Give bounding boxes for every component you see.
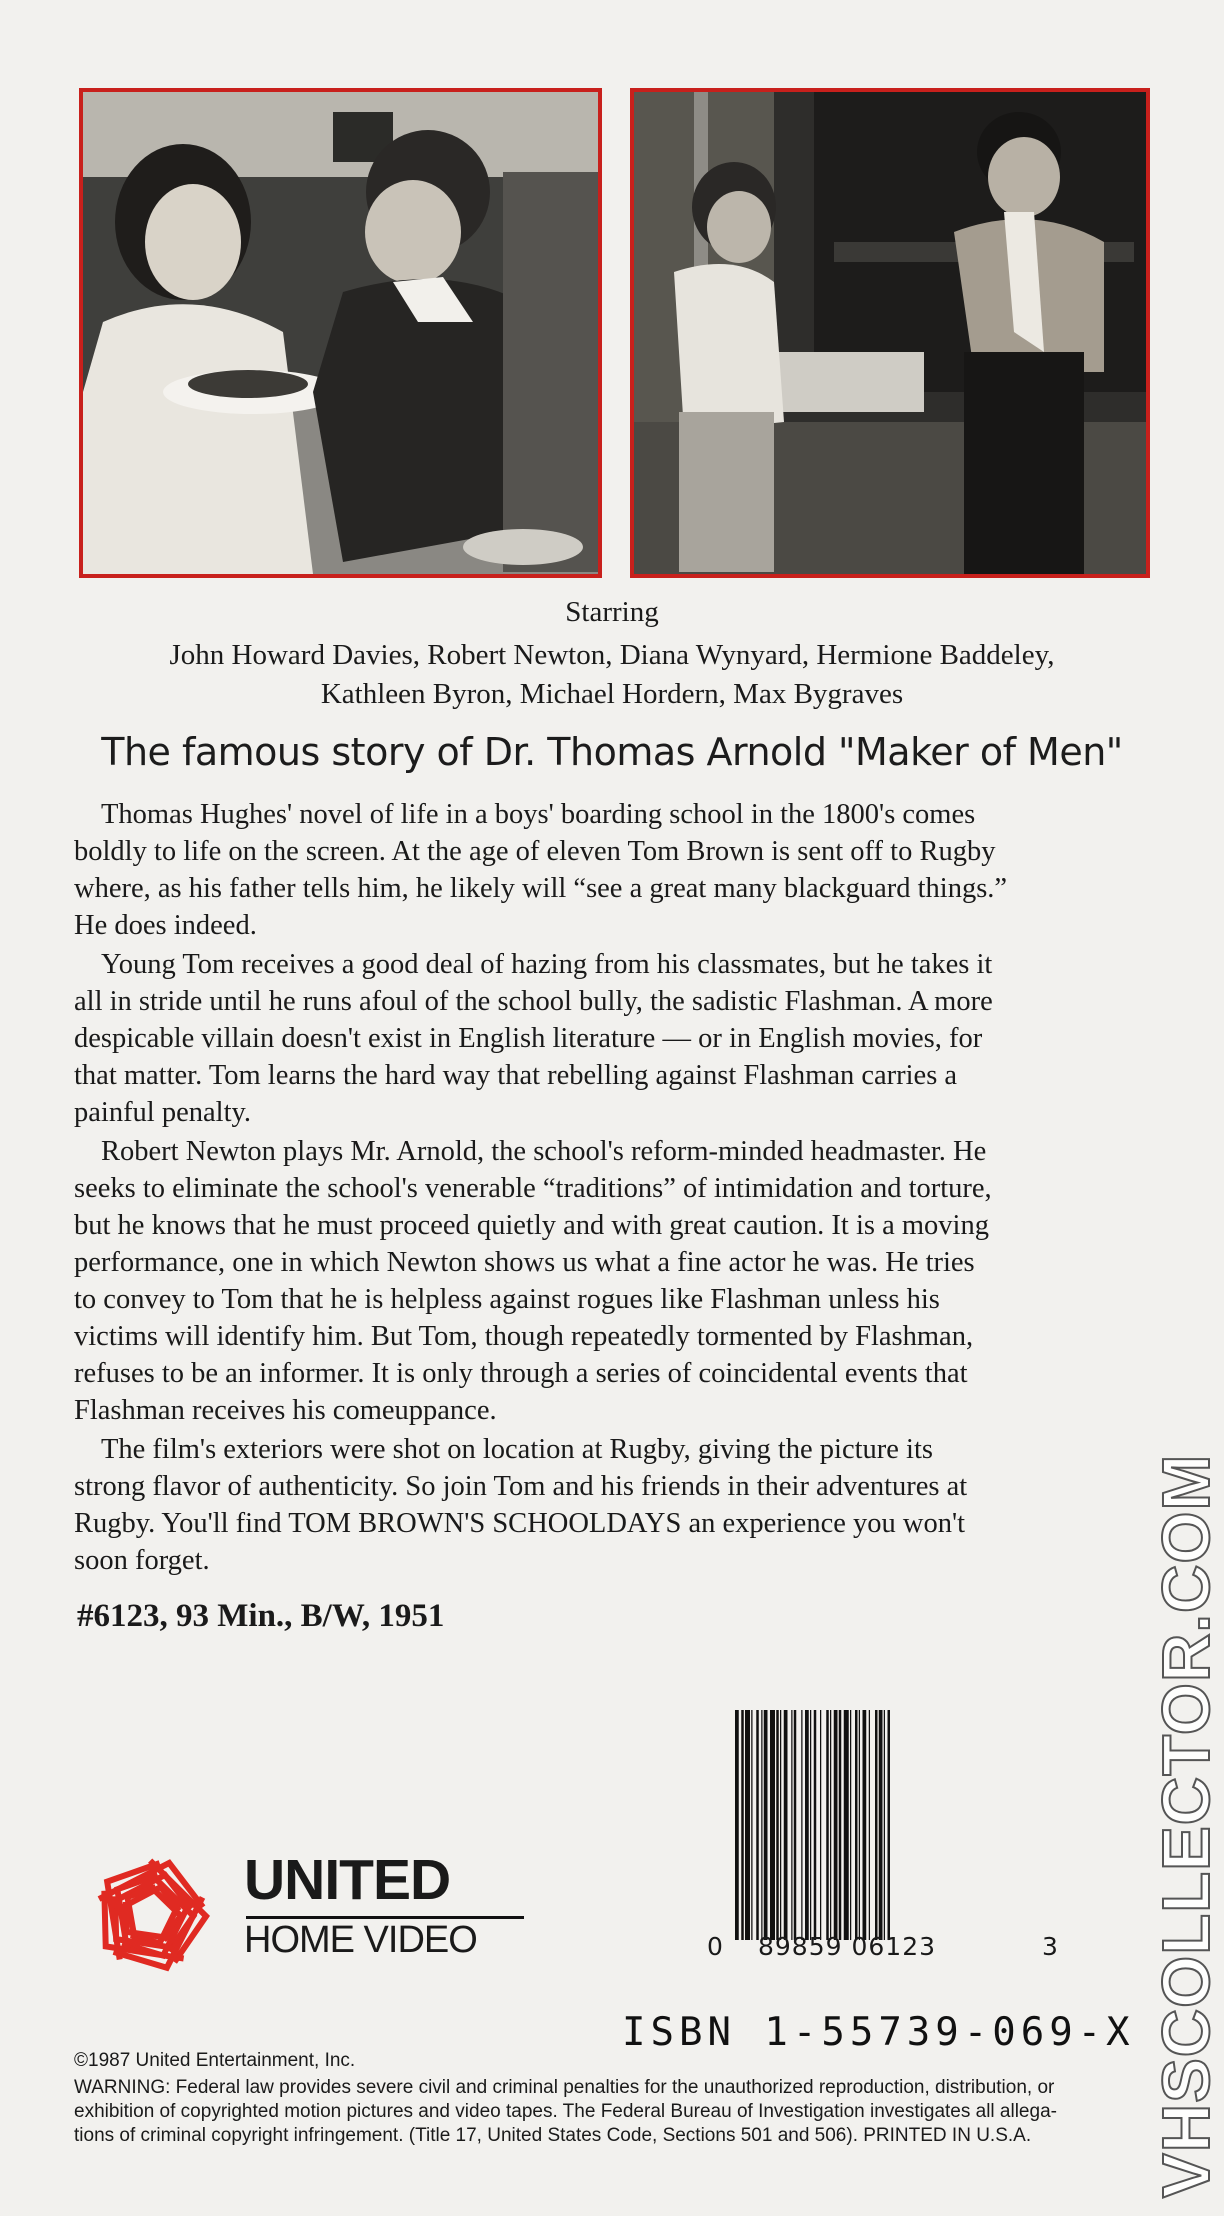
barcode-bar [764,1710,768,1940]
barcode-bar [801,1710,802,1940]
copyright-notice: ©1987 United Entertainment, Inc. [74,2050,356,2071]
barcode-bar [855,1710,858,1940]
synopsis-line: all in stride until he runs afoul of the school bully, the sadistic Flashman. A more [74,986,993,1017]
barcode-bar [805,1710,809,1940]
warning-line: exhibition of copyrighted motion pictures and video tapes. The Federal Bureau of Investigation investigates all allega- [74,2101,1057,2122]
synopsis-line: The film's exteriors were shot on location at Rugby, giving the picture its [101,1434,933,1465]
synopsis-line: soon forget. [74,1545,210,1576]
synopsis [74,796,1164,1581]
isbn: ISBN 1-55739-069-X [622,2010,1135,2055]
synopsis-line: Thomas Hughes' novel of life in a boys' boarding school in the 1800's comes [101,799,976,830]
united-logo-mark-icon [76,1845,226,1985]
synopsis-line: refuses to be an informer. It is only through a series of coincidental events that [74,1358,968,1389]
barcode-bar [814,1710,817,1940]
headline: The famous story of Dr. Thomas Arnold "Maker of Men" [101,730,1123,774]
logo-brand-bottom: HOME VIDEO [244,1919,477,1961]
barcode-bar [830,1710,831,1940]
synopsis-line: Flashman receives his comeuppance. [74,1395,497,1426]
cast-line: John Howard Davies, Robert Newton, Diana Wynyard, Hermione Baddeley, [169,639,1055,671]
synopsis-line: performance, one in which Newton shows us what a fine actor he was. He tries [74,1247,975,1278]
warning-line: WARNING: Federal law provides severe civil and criminal penalties for the unauthorized reproduction, distribution, or [74,2077,1055,2098]
barcode-bar [879,1710,883,1940]
starring-label: Starring [565,596,659,628]
barcode-right-digit: 3 [1042,1932,1058,1961]
barcode-bar [820,1710,821,1940]
barcode-digits: 89859 06123 [758,1932,937,1961]
synopsis-line: despicable villain doesn't exist in English literature — or in English movies, for [74,1023,983,1054]
synopsis-line: but he knows that he must proceed quietly and with great caution. It is a moving [74,1210,989,1241]
photo-left [79,88,602,578]
barcode-bar [770,1710,775,1940]
barcode-bar [761,1710,762,1940]
synopsis-line: seeks to eliminate the school's venerable “traditions” of intimidation and torture, [74,1173,992,1204]
barcode-left-digit: 0 [707,1932,723,1961]
barcode-bar [884,1710,885,1940]
barcode-bar [741,1710,744,1940]
cast-list [60,636,1164,714]
barcode-bar [810,1710,811,1940]
synopsis-paragraph [74,946,1164,1131]
synopsis-line: painful penalty. [74,1097,252,1128]
synopsis-paragraph [74,1431,1164,1579]
synopsis-line: victims will identify him. But Tom, though repeatedly tormented by Flashman, [74,1321,974,1352]
logo-brand-top: UNITED [244,1848,451,1912]
barcode-bar [844,1710,849,1940]
cast-line: Kathleen Byron, Michael Hordern, Max Bygraves [320,678,904,710]
barcode-bar [756,1710,759,1940]
barcode-bar [826,1710,829,1940]
barcode-bar [794,1710,797,1940]
barcode-bar [776,1710,779,1940]
synopsis-line: Robert Newton plays Mr. Arnold, the school's reform-minded headmaster. He [101,1136,987,1167]
catalog-line: #6123, 93 Min., B/W, 1951 [77,1598,445,1634]
barcode-bar [791,1710,792,1940]
synopsis-paragraph [74,796,1164,944]
photo-right [630,88,1150,578]
barcode-icon [733,1710,1031,1940]
photo-left-image [83,92,598,574]
synopsis-line: where, as his father tells him, he likely will “see a great many blackguard things.” [74,873,1008,904]
barcode-bar [839,1710,842,1940]
synopsis-line: that matter. Tom learns the hard way that rebelling against Flashman carries a [74,1060,958,1091]
barcode-bar [863,1710,867,1940]
watermark: VHSCOLLECTOR.COM [1149,1453,1224,2198]
photo-right-image [634,92,1146,574]
barcode-bar [888,1710,891,1940]
barcode-bar [780,1710,781,1940]
synopsis-line: Young Tom receives a good deal of hazing from his classmates, but he takes it [101,949,993,980]
synopsis-line: He does indeed. [74,910,257,941]
fbi-warning [74,2076,1189,2148]
warning-line: tions of criminal copyright infringement. (Title 17, United States Code, Sections 501 and 506). PRINTED IN U.S.A. [74,2125,1032,2146]
synopsis-line: boldly to life on the screen. At the age of eleven Tom Brown is sent off to Rugby [74,836,996,867]
barcode-bar [784,1710,788,1940]
synopsis-line: strong flavor of authenticity. So join Tom and his friends in their adventures at [74,1471,968,1502]
barcode-bar [751,1710,752,1940]
synopsis-line: to convey to Tom that he is helpless against rogues like Flashman unless his [74,1284,940,1315]
barcode-bar [834,1710,838,1940]
barcode-bar [850,1710,851,1940]
synopsis-line: Rugby. You'll find TOM BROWN'S SCHOOLDAYS an experience you won't [74,1508,966,1539]
barcode-bar [859,1710,860,1940]
barcode-bar [869,1710,870,1940]
barcode-bar [745,1710,750,1940]
barcode-bar [875,1710,878,1940]
synopsis-paragraph [74,1133,1164,1429]
barcode-bar [735,1710,739,1940]
